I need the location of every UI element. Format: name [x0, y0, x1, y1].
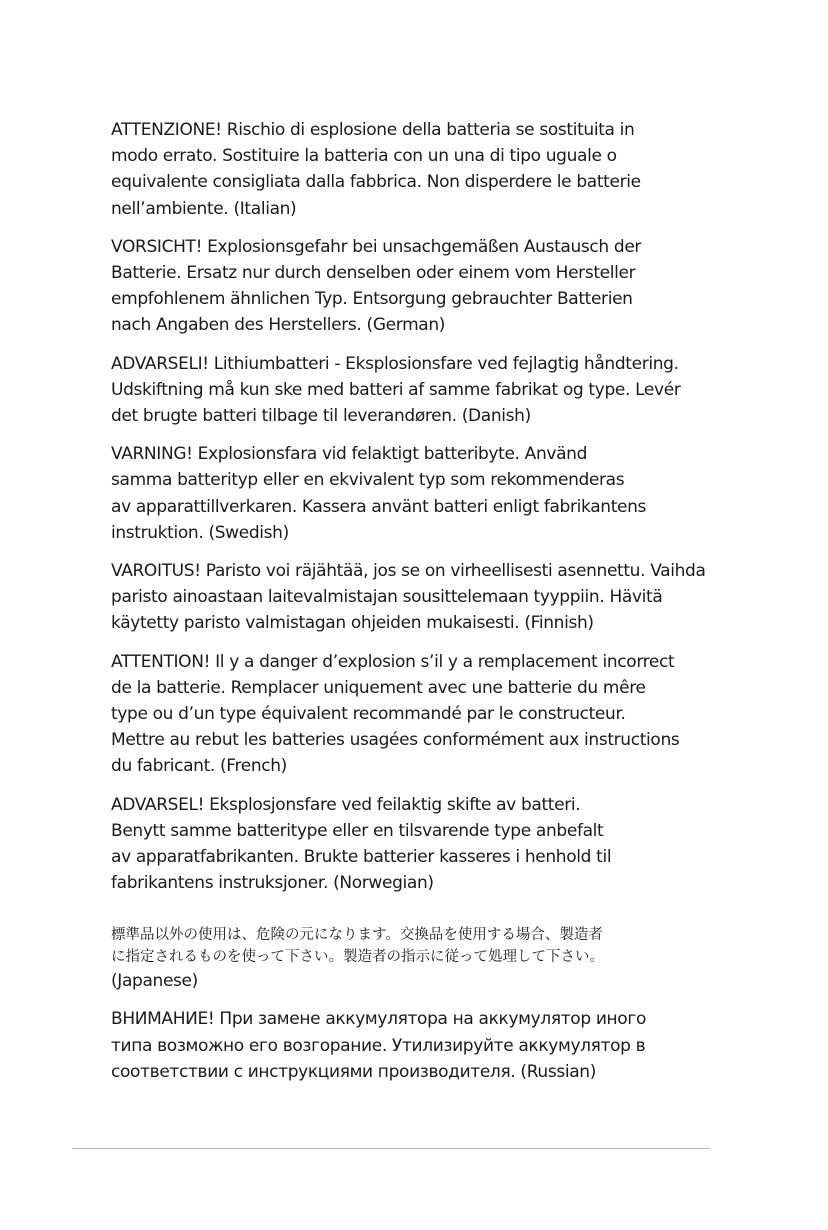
warning-finnish: [111, 558, 731, 637]
text-line: av apparatfabrikanten. Brukte batterier kasseres i henhold til: [111, 847, 612, 868]
language-label: (Japanese): [111, 971, 198, 992]
warning-italian: [111, 117, 731, 222]
battery-warnings: [111, 117, 731, 1097]
text-line: instruktion. (Swedish): [111, 522, 289, 543]
text-line: ATTENTION! Il y a danger d’explosion s’il y a remplacement incorrect: [111, 651, 675, 672]
text-line: type ou d’un type équivalent recommandé par le constructeur.: [111, 704, 626, 725]
text-line: VORSICHT! Explosionsgefahr bei unsachgemäßen Austausch der: [111, 236, 642, 257]
text-line: modo errato. Sostituire la batteria con un una di tipo uguale o: [111, 146, 617, 167]
text-line: Batterie. Ersatz nur durch denselben oder einem vom Hersteller: [111, 263, 636, 284]
text-line: 標準品以外の使用は、危険の元になります。交換品を使用する場合、製造者: [111, 927, 603, 944]
warning-swedish: [111, 441, 731, 546]
text-line: nach Angaben des Herstellers. (German): [111, 315, 446, 336]
warning-norwegian: [111, 792, 731, 897]
text-line: nell’ambiente. (Italian): [111, 198, 297, 219]
text-line: VAROITUS! Paristo voi räjähtää, jos se on virheellisesti asennettu. Vaihda: [111, 561, 706, 582]
text-line: de la batterie. Remplacer uniquement avec une batterie du mêre: [111, 677, 646, 698]
text-line: VARNING! Explosionsfara vid felaktigt batteribyte. Använd: [111, 444, 588, 465]
text-line: du fabricant. (French): [111, 756, 287, 777]
text-line: av apparattillverkaren. Kassera använt batteri enligt fabrikantens: [111, 496, 647, 517]
text-line: типа возможно его возгорание. Утилизируйте аккумулятор в: [111, 1035, 646, 1056]
warning-russian: [111, 1006, 731, 1085]
text-line: ВНИМАНИЕ! При замене аккумулятора на аккумулятор иного: [111, 1009, 646, 1030]
text-line: ADVARSEL! Eksplosjonsfare ved feilaktig skifte av batteri.: [111, 794, 581, 815]
text-line: Mettre au rebut les batteries usagées conformément aux instructions: [111, 730, 680, 751]
text-line: käytetty paristo valmistagan ohjeiden mukaisesti. (Finnish): [111, 613, 594, 634]
footer-divider: [72, 1148, 710, 1149]
text-line: paristo ainoastaan laitevalmistajan sousittelemaan tyyppiin. Hävitä: [111, 587, 663, 608]
warning-japanese: [111, 924, 731, 994]
warning-german: [111, 234, 731, 339]
text-line: samma batterityp eller en ekvivalent typ som rekommenderas: [111, 470, 625, 491]
text-line: соответствии с инструкциями производителя. (Russian): [111, 1061, 597, 1082]
text-line: Benytt samme batteritype eller en tilsvarende type anbefalt: [111, 820, 604, 841]
text-line: に指定されるものを使って下さい。製造者の指示に従って処理して下さい。: [111, 949, 604, 966]
text-line: equivalente consigliata dalla fabbrica. Non disperdere le batterie: [111, 172, 641, 193]
text-line: fabrikantens instruksjoner. (Norwegian): [111, 873, 434, 894]
text-line: ATTENZIONE! Rischio di esplosione della batteria se sostituita in: [111, 120, 635, 140]
text-line: ADVARSELI! Lithiumbatteri - Eksplosionsfare ved fejlagtig håndtering.: [111, 353, 679, 374]
warning-french: [111, 649, 731, 780]
text-line: Udskiftning må kun ske med batteri af samme fabrikat og type. Levér: [111, 379, 681, 400]
text-line: det brugte batteri tilbage til leverandøren. (Danish): [111, 406, 531, 427]
warning-danish: [111, 351, 731, 430]
text-line: empfohlenem ähnlichen Typ. Entsorgung gebrauchter Batterien: [111, 289, 633, 310]
